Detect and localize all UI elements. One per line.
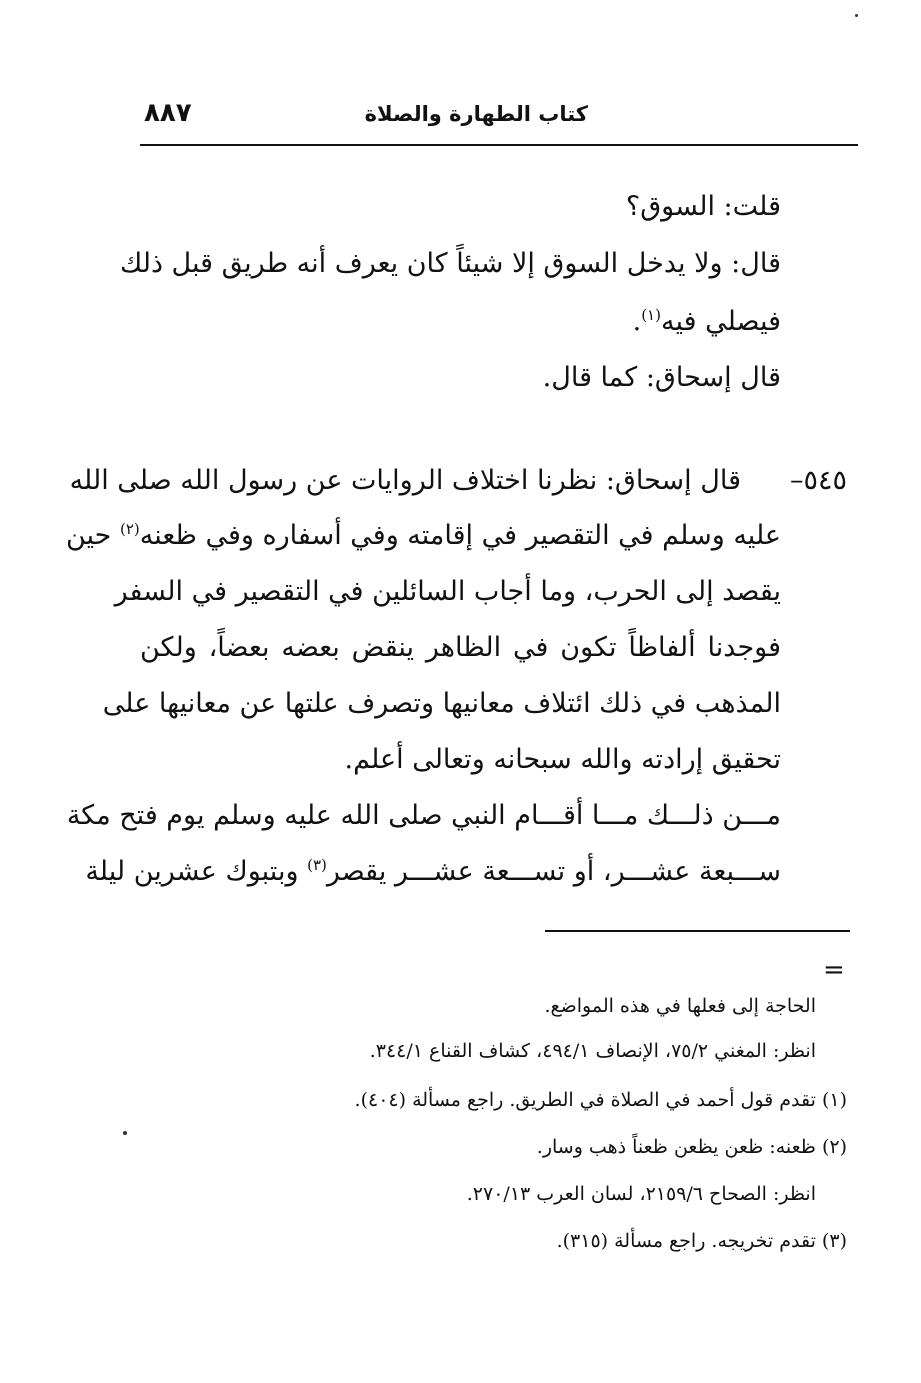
- page-number: ٨٨٧: [144, 98, 192, 128]
- footnote-2-source: انظر: الصحاح ٢١٥٩/٦، لسان العرب ٢٧٠/١٣.: [466, 1183, 816, 1205]
- footnote-ref-3: (٣): [307, 856, 327, 874]
- text-line-2: قال: ولا يدخل السوق إلا شيئاً كان يعرف أنه طريق قبل ذلك: [119, 248, 781, 279]
- footnote-continuation-mark: =: [823, 955, 845, 985]
- text-line-4: قال إسحاق: كما قال.: [542, 362, 781, 393]
- paragraph-number: ٥٤٥–: [789, 465, 847, 496]
- text-line-5: قال إسحاق: نظرنا اختلاف الروايات عن رسول الله صلى الله: [69, 465, 741, 496]
- text-line-7: يقصد إلى الحرب، وما أجاب السائلين في التقصير في السفر: [114, 576, 781, 607]
- text-span: ســـبعة عشـــر، أو تســـعة عشـــر يقصر: [326, 856, 781, 887]
- footnote-continued-line-2: انظر: المغني ٧٥/٢، الإنصاف ٤٩٤/١، كشاف القناع ٣٤٤/١.: [369, 1040, 816, 1062]
- text-line-10: تحقيق إرادته والله سبحانه وتعالى أعلم.: [344, 744, 781, 775]
- text-span: عليه وسلم في التقصير في إقامته وفي أسفاره وفي ظعنه: [139, 520, 781, 551]
- text-line-12: [85, 856, 781, 887]
- text-line-11: مـــن ذلـــك مـــا أقـــام النبي صلى الله عليه وسلم يوم فتح مكة: [66, 800, 781, 831]
- footnote-continued-line-1: الحاجة إلى فعلها في هذه المواضع.: [544, 995, 816, 1017]
- footnote-2: (٢) ظعنه: ظعن يظعن ظعناً ذهب وسار.: [536, 1136, 847, 1158]
- text-line-3: [633, 308, 781, 335]
- text-line-1: قلت: السوق؟: [625, 191, 781, 222]
- scan-speck: [855, 14, 858, 17]
- text-line-9: المذهب في ذلك ائتلاف معانيها وتصرف علتها عن معانيها على: [102, 688, 781, 719]
- footnote-ref-1: (١): [641, 306, 661, 324]
- footnote-1: (١) تقدم قول أحمد في الصلاة في الطريق. راجع مسألة (٤٠٤).: [354, 1089, 847, 1111]
- text-span: فيصلي فيه: [660, 306, 781, 337]
- running-title: كتاب الطهارة والصلاة: [364, 102, 588, 126]
- page-header: [140, 96, 858, 146]
- text-span: حين: [65, 520, 120, 551]
- footnote-3: (٣) تقدم تخريجه. راجع مسألة (٣١٥).: [556, 1230, 847, 1252]
- text-span: وبتبوك عشرين ليلة: [85, 856, 308, 887]
- text-line-6: [65, 520, 781, 551]
- footnote-separator: [545, 930, 850, 932]
- text-span: .: [632, 306, 642, 337]
- footnote-ref-2: (٢): [119, 520, 140, 538]
- text-line-8: فوجدنا ألفاظاً تكون في الظاهر ينقض بعضه بعضاً، ولكن: [140, 632, 781, 663]
- scan-speck: [123, 1131, 127, 1135]
